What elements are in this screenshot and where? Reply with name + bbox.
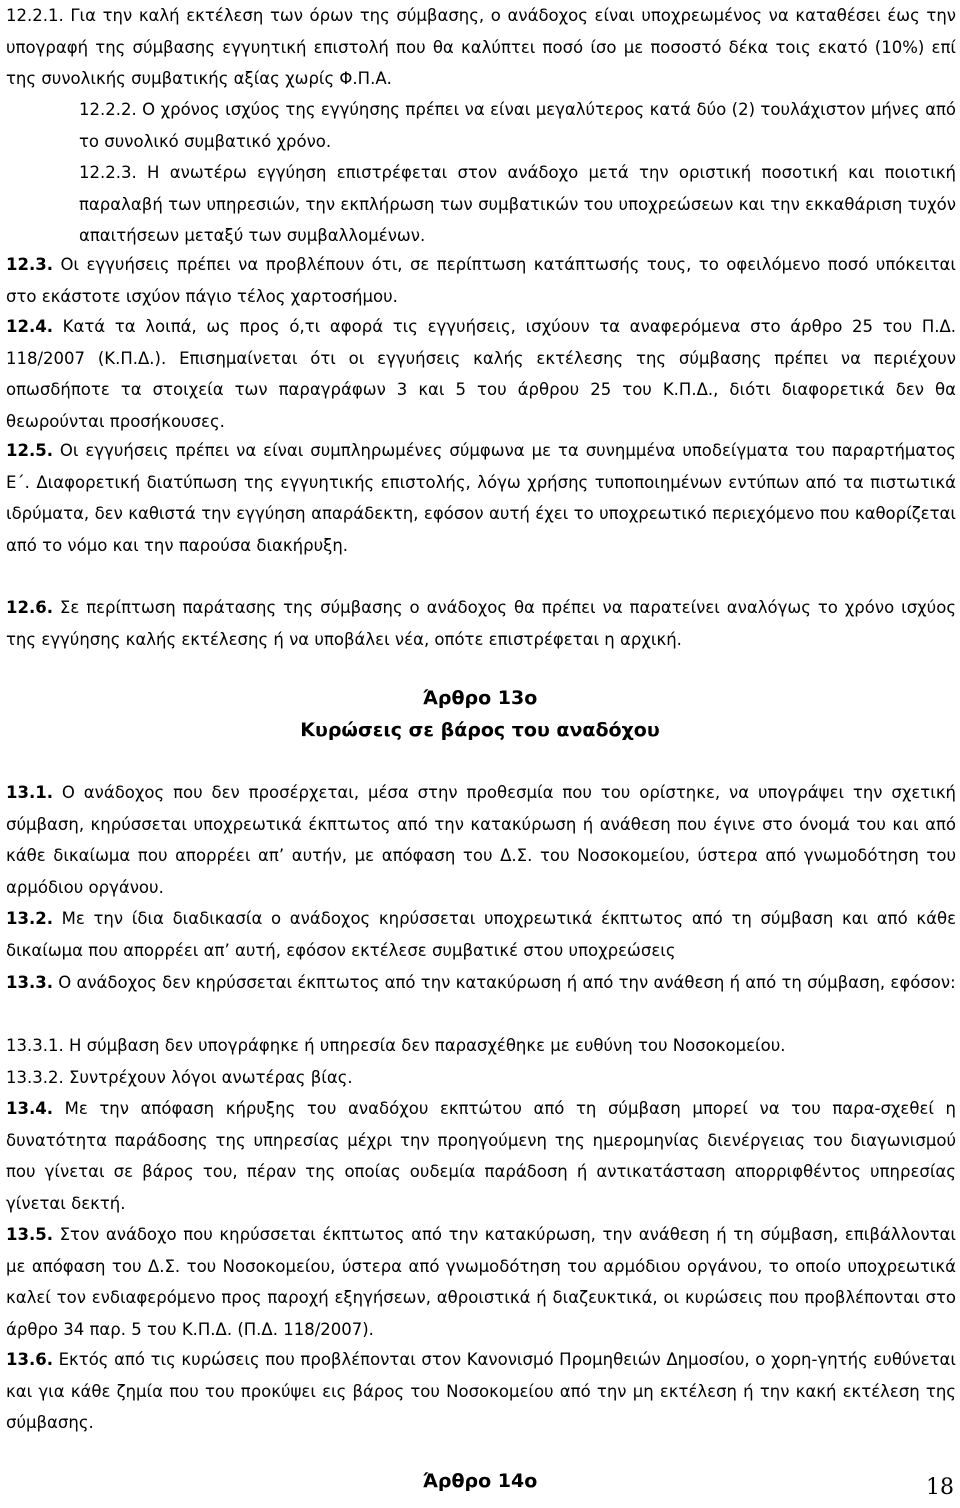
paragraph-13-2 xyxy=(6,903,956,966)
paragraph-text: Κατά τα λοιπά, ως προς ό,τι αφορά τις εγγυήσεις, ισχύουν τα αναφερόμενα στο άρθρο 25 του Π.Δ. 118/2007 (Κ.Π.Δ.). Επισημαίνεται ότι οι εγγυήσεις καλής εκτέλεσης της σύμβασης πρέπει να περιέχουν οπωσδήποτε τα στοιχεία των παραγράφων 3 και 5 του άρθρου 25 του Κ.Π.Δ., διότι διαφορετικά δεν θα θεωρούνται προσήκουσες. xyxy=(6,317,957,431)
paragraph-13-3 xyxy=(6,967,956,999)
paragraph-text: Με την απόφαση κήρυξης του αναδόχου εκπτώτου από τη σύμβαση μπορεί να του παρα-σχεθεί η δυνατότητα παράδοσης της υπηρεσίας μέχρι την προηγούμενη της ημερομηνίας διενέργειας του διαγωνισμού που γίνεται σε βάρος του, πέραν της οποίας ουδεμία παράδοση ή αντικατάσταση απορριφθέντος υπηρεσίας γίνεται δεκτή. xyxy=(6,1099,957,1213)
paragraph-text: Ο χρόνος ισχύος της εγγύησης πρέπει να είναι μεγαλύτερος κατά δύο (2) τουλάχιστον μήνες από το συνολικό συμβατικό χρόνο. xyxy=(79,100,957,151)
paragraph-text: Εκτός από τις κυρώσεις που προβλέπονται στον Κανονισμό Προμηθειών Δημοσίου, ο χορη-γητής ευθύνεται και για κάθε ζημία που του προκύψει εις βάρος του Νοσοκομείου από την μη εκτέλεση ή την κακή εκτέλεση της σύμβασης. xyxy=(6,1350,956,1432)
paragraph-number: 12.4. xyxy=(6,317,53,336)
paragraph-12-2-2 xyxy=(6,94,956,157)
paragraph-13-1 xyxy=(6,777,956,903)
article-13-title: Άρθρο 13ο xyxy=(422,687,538,709)
paragraph-number: 12.2.2. xyxy=(79,100,137,119)
paragraph-text: Σε περίπτωση παράτασης της σύμβασης ο ανάδοχος θα πρέπει να παρατείνει αναλόγως το χρόνο ισχύος της εγγύησης καλής εκτέλεσης ή να υποβάλει νέα, οπότε επιστρέφεται η αρχική. xyxy=(6,598,957,649)
paragraph-number: 13.1. xyxy=(6,783,53,802)
paragraph-text: Ο ανάδοχος που δεν προσέρχεται, μέσα στην προθεσμία που του ορίστηκε, να υπογράψει την σχετική σύμβαση, κηρύσσεται υποχρεωτικά έκπτωτος από την κατακύρωση ή ανάθεση που έγινε στο όνομά του και από κάθε δικαίωμα που απορρέει απ’ αυτήν, με απόφαση του Δ.Σ. του Νοσοκομείου, ύστερα από γνωμοδότηση του αρμόδιου οργάνου. xyxy=(6,783,957,897)
paragraph-number: 13.3. xyxy=(6,973,53,992)
paragraph-number: 12.6. xyxy=(6,598,53,617)
paragraph-number: 13.6. xyxy=(6,1350,53,1369)
page-number: 18 xyxy=(926,1475,954,1500)
paragraph-number: 12.2.1. xyxy=(6,6,64,25)
paragraph-number: 13.3.2. xyxy=(6,1068,64,1087)
paragraph-number: 12.2.3. xyxy=(79,163,137,182)
paragraph-12-6 xyxy=(6,592,956,655)
paragraph-number: 12.3. xyxy=(6,255,53,274)
paragraph-text: Η ανωτέρω εγγύηση επιστρέφεται στον ανάδοχο μετά την οριστική ποσοτική και ποιοτική παραλαβή των υπηρεσιών, την εκπλήρωση των συμβατικών του υποχρεώσεων και την εκκαθάριση τυχόν απαιτήσεων μεταξύ των συμβαλλομένων. xyxy=(79,163,956,245)
paragraph-13-4 xyxy=(6,1093,956,1219)
paragraph-number: 12.5. xyxy=(6,441,53,460)
paragraph-number: 13.4. xyxy=(6,1099,53,1118)
paragraph-text: Για την καλή εκτέλεση των όρων της σύμβασης, ο ανάδοχος είναι υποχρεωμένος να καταθέσει έως την υπογραφή της σύμβασης εγγυητική επιστολή που θα καλύπτει ποσό ίσο με ποσοστό δέκα τοις εκατό (10%) επί της συνολικής συμβατικής αξίας χωρίς Φ.Π.Α. xyxy=(6,6,956,88)
paragraph-text: Η σύμβαση δεν υπογράφηκε ή υπηρεσία δεν παρασχέθηκε με ευθύνη του Νοσοκομείου. xyxy=(68,1036,786,1055)
paragraph-12-2-3 xyxy=(6,157,956,252)
paragraph-number: 13.2. xyxy=(6,909,53,928)
paragraph-12-3 xyxy=(6,249,956,312)
paragraph-13-3-2 xyxy=(6,1062,956,1094)
paragraph-text: Ο ανάδοχος δεν κηρύσσεται έκπτωτος από την κατακύρωση ή από την ανάθεση ή από τη σύμβαση, εφόσον: xyxy=(58,973,956,992)
paragraph-text: Οι εγγυήσεις πρέπει να προβλέπουν ότι, σε περίπτωση κατάπτωσής τους, το οφειλόμενο ποσό υπόκειται στο εκάστοτε ισχύον πάγιο τέλος χαρτοσήμου. xyxy=(6,255,956,306)
paragraph-text: Οι εγγυήσεις πρέπει να είναι συμπληρωμένες σύμφωνα με τα συνημμένα υποδείγματα του παραρτήματος Ε΄. Διαφορετική διατύπωση της εγγυητικής επιστολής, λόγω χρήσης τυποποιημένων εντύπων από τα πιστωτικά ιδρύματα, δεν καθιστά την εγγύηση απαράδεκτη, εφόσον αυτή έχει το υποχρεωτικό περιεχόμενο που καθορίζεται από το νόμο και την παρούσα διακήρυξη. xyxy=(6,441,956,555)
paragraph-13-6 xyxy=(6,1344,956,1439)
paragraph-12-4 xyxy=(6,311,956,437)
paragraph-12-2-1 xyxy=(6,0,956,95)
paragraph-text: Συντρέχουν λόγοι ανωτέρας βίας. xyxy=(68,1068,353,1087)
paragraph-text: Στον ανάδοχο που κηρύσσεται έκπτωτος από την κατακύρωση, την ανάθεση ή τη σύμβαση, επιβάλλονται με απόφαση του Δ.Σ. του Νοσοκομείου, ύστερα από γνωμοδότηση του αρμόδιου οργάνου, το οποίο υποχρεωτικά καλεί τον ενδιαφερόμενο προς παροχή εξηγήσεων, αθροιστικά ή διαζευκτικά, οι κυρώσεις που προβλέπονται στο άρθρο 34 παρ. 5 του Κ.Π.Δ. (Π.Δ. 118/2007). xyxy=(6,1225,956,1339)
paragraph-13-3-1 xyxy=(6,1030,956,1062)
paragraph-13-5 xyxy=(6,1219,956,1345)
paragraph-text: Με την ίδια διαδικασία ο ανάδοχος κηρύσσεται υποχρεωτικά έκπτωτος από τη σύμβαση και από κάθε δικαίωμα που απορρέει απ’ αυτή, εφόσον εκτέλεσε συμβατικέ στου υποχρεώσεις xyxy=(6,909,956,960)
paragraph-number: 13.3.1. xyxy=(6,1036,64,1055)
article-13-subtitle: Κυρώσεις σε βάρος του αναδόχου xyxy=(300,719,660,741)
article-14-title: Άρθρο 14ο xyxy=(422,1470,538,1492)
paragraph-number: 13.5. xyxy=(6,1225,53,1244)
paragraph-12-5 xyxy=(6,435,956,561)
